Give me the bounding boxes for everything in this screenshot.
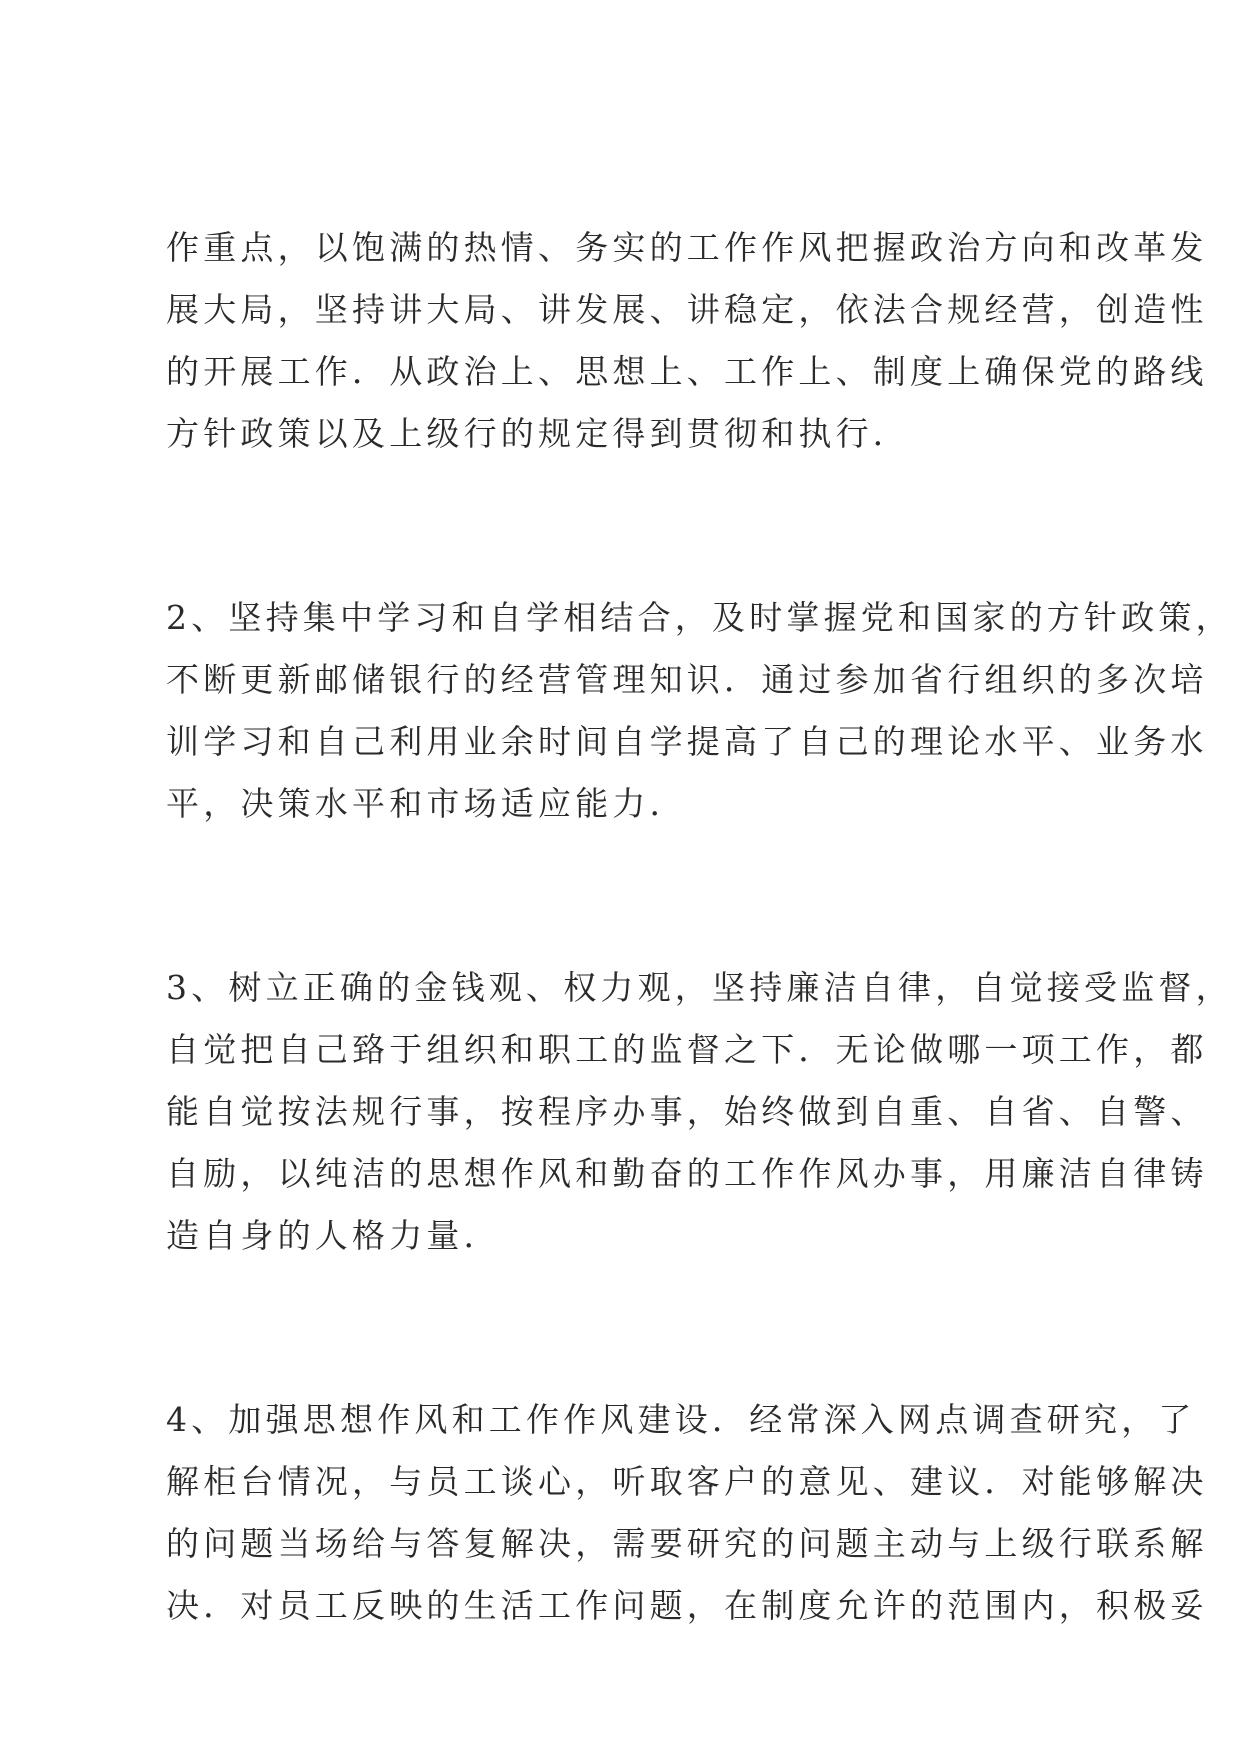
text-line: 训学习和自己利用业余时间自学提高了自己的理论水平、业务水 [166, 722, 1208, 761]
text-line: 展大局，坚持讲大局、讲发展、讲稳定，依法合规经营，创造性 [166, 290, 1208, 329]
text-line: 能自觉按法规行事，按程序办事，始终做到自重、自省、自警、 [166, 1092, 1208, 1131]
paragraph-spacer [166, 835, 1096, 957]
text-line: 决．对员工反映的生活工作问题，在制度允许的范围内，积极妥 [166, 1586, 1208, 1625]
text-line: 4、加强思想作风和工作作风建设．经常深入网点调查研究，了 [166, 1400, 1196, 1439]
text-line: 自觉把自己臵于组织和职工的监督之下．无论做哪一项工作，都 [166, 1030, 1208, 1069]
text-line: 造自身的人格力量． [166, 1216, 501, 1255]
text-line: 3、树立正确的金钱观、权力观，坚持廉洁自律，自觉接受监督， [166, 968, 1233, 1007]
paragraph [166, 217, 1208, 465]
text-line: 自励，以纯洁的思想作风和勤奋的工作作风办事，用廉洁自律铸 [166, 1154, 1208, 1193]
paragraph [166, 1389, 1208, 1637]
text-line: 不断更新邮储银行的经营管理知识．通过参加省行组织的多次培 [166, 660, 1208, 699]
text-line: 方针政策以及上级行的规定得到贯彻和执行． [166, 414, 910, 453]
paragraph [166, 957, 1233, 1267]
text-line: 的开展工作．从政治上、思想上、工作上、制度上确保党的路线 [166, 352, 1208, 391]
paragraph-spacer [166, 1267, 1096, 1389]
paragraph-spacer [166, 465, 1096, 587]
paragraph [166, 587, 1233, 835]
text-line: 解柜台情况，与员工谈心，听取客户的意见、建议．对能够解决 [166, 1462, 1208, 1501]
text-line: 平，决策水平和市场适应能力． [166, 784, 687, 823]
document-body [166, 217, 1233, 1637]
text-line: 的问题当场给与答复解决，需要研究的问题主动与上级行联系解 [166, 1524, 1208, 1563]
text-line: 作重点，以饱满的热情、务实的工作作风把握政治方向和改革发 [166, 228, 1208, 267]
text-line: 2、坚持集中学习和自学相结合，及时掌握党和国家的方针政策， [166, 598, 1233, 637]
